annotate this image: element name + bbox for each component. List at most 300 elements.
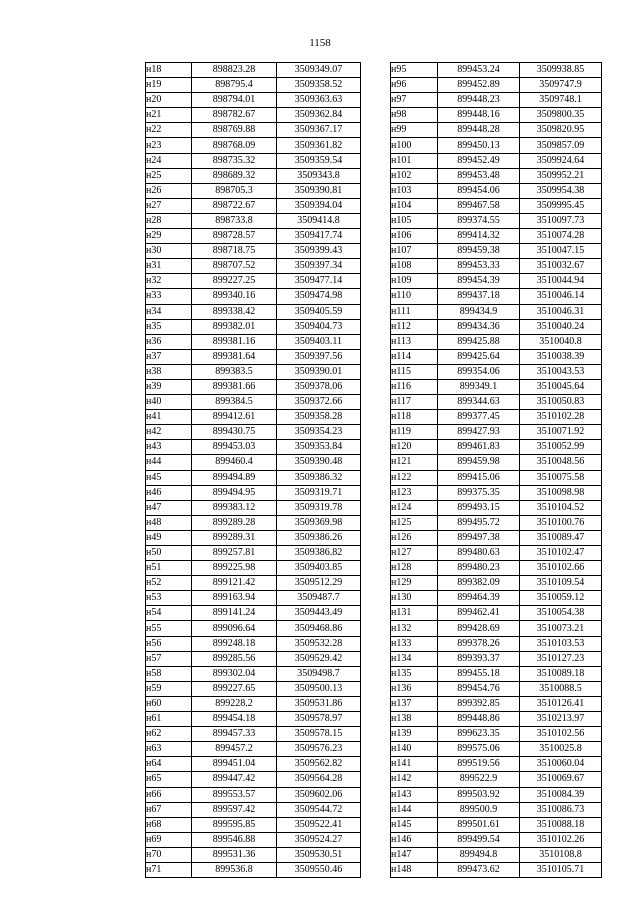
x-coordinate-cell: 899536.8 (192, 862, 277, 877)
table-row (146, 108, 361, 123)
table-row (391, 787, 602, 802)
table-row (391, 576, 602, 591)
table-row (146, 213, 361, 228)
y-coordinate-cell: 3510097.73 (520, 213, 602, 228)
coordinates-table-left (145, 62, 361, 878)
table-row (391, 455, 602, 470)
point-id-cell: н48 (146, 515, 192, 530)
point-id-cell: н101 (391, 153, 438, 168)
x-coordinate-cell: 899381.16 (192, 334, 277, 349)
table-row (146, 802, 361, 817)
table-row (146, 696, 361, 711)
x-coordinate-cell: 898794.01 (192, 93, 277, 108)
x-coordinate-cell: 899447.42 (192, 772, 277, 787)
point-id-cell: н25 (146, 168, 192, 183)
table-row (146, 425, 361, 440)
x-coordinate-cell: 899412.61 (192, 410, 277, 425)
table-row (391, 621, 602, 636)
x-coordinate-cell: 899437.18 (438, 289, 520, 304)
x-coordinate-cell: 898735.32 (192, 153, 277, 168)
x-coordinate-cell: 899096.64 (192, 621, 277, 636)
y-coordinate-cell: 3509477.14 (277, 274, 361, 289)
point-id-cell: н113 (391, 334, 438, 349)
table-row (146, 63, 361, 78)
x-coordinate-cell: 899393.37 (438, 651, 520, 666)
table-row (146, 93, 361, 108)
table-row (146, 847, 361, 862)
point-id-cell: н21 (146, 108, 192, 123)
y-coordinate-cell: 3509390.81 (277, 183, 361, 198)
y-coordinate-cell: 3510086.73 (520, 802, 602, 817)
y-coordinate-cell: 3510046.31 (520, 304, 602, 319)
point-id-cell: н105 (391, 213, 438, 228)
table-row (391, 63, 602, 78)
y-coordinate-cell: 3509532.28 (277, 636, 361, 651)
x-coordinate-cell: 899384.5 (192, 395, 277, 410)
y-coordinate-cell: 3509361.82 (277, 138, 361, 153)
table-row (146, 379, 361, 394)
point-id-cell: н124 (391, 500, 438, 515)
y-coordinate-cell: 3509386.82 (277, 546, 361, 561)
y-coordinate-cell: 3509359.54 (277, 153, 361, 168)
point-id-cell: н49 (146, 530, 192, 545)
x-coordinate-cell: 899338.42 (192, 304, 277, 319)
point-id-cell: н140 (391, 742, 438, 757)
y-coordinate-cell: 3509578.15 (277, 727, 361, 742)
table-row (391, 636, 602, 651)
y-coordinate-cell: 3510108.8 (520, 847, 602, 862)
table-row (391, 757, 602, 772)
table-row (146, 168, 361, 183)
point-id-cell: н43 (146, 440, 192, 455)
point-id-cell: н138 (391, 712, 438, 727)
y-coordinate-cell: 3510071.92 (520, 425, 602, 440)
x-coordinate-cell: 898768.09 (192, 138, 277, 153)
point-id-cell: н117 (391, 395, 438, 410)
y-coordinate-cell: 3510109.54 (520, 576, 602, 591)
y-coordinate-cell: 3509747.9 (520, 78, 602, 93)
point-id-cell: н63 (146, 742, 192, 757)
table-row (391, 530, 602, 545)
y-coordinate-cell: 3510089.47 (520, 530, 602, 545)
y-coordinate-cell: 3510032.67 (520, 259, 602, 274)
y-coordinate-cell: 3510102.26 (520, 832, 602, 847)
table-row (391, 470, 602, 485)
point-id-cell: н54 (146, 606, 192, 621)
point-id-cell: н107 (391, 244, 438, 259)
x-coordinate-cell: 899374.55 (438, 213, 520, 228)
y-coordinate-cell: 3510044.94 (520, 274, 602, 289)
y-coordinate-cell: 3509800.35 (520, 108, 602, 123)
y-coordinate-cell: 3509414.8 (277, 213, 361, 228)
table-row (391, 651, 602, 666)
point-id-cell: н36 (146, 334, 192, 349)
table-row (146, 862, 361, 877)
point-id-cell: н122 (391, 470, 438, 485)
y-coordinate-cell: 3509924.64 (520, 153, 602, 168)
y-coordinate-cell: 3509498.7 (277, 666, 361, 681)
table-row (391, 425, 602, 440)
table-row (391, 410, 602, 425)
x-coordinate-cell: 899494.8 (438, 847, 520, 862)
x-coordinate-cell: 898782.67 (192, 108, 277, 123)
y-coordinate-cell: 3509995.45 (520, 198, 602, 213)
table-row (391, 802, 602, 817)
table-row (146, 274, 361, 289)
point-id-cell: н20 (146, 93, 192, 108)
table-row (146, 304, 361, 319)
point-id-cell: н139 (391, 727, 438, 742)
x-coordinate-cell: 899597.42 (192, 802, 277, 817)
x-coordinate-cell: 899575.06 (438, 742, 520, 757)
y-coordinate-cell: 3509602.06 (277, 787, 361, 802)
y-coordinate-cell: 3509748.1 (520, 93, 602, 108)
point-id-cell: н19 (146, 78, 192, 93)
y-coordinate-cell: 3509468.86 (277, 621, 361, 636)
y-coordinate-cell: 3509367.17 (277, 123, 361, 138)
y-coordinate-cell: 3510069.67 (520, 772, 602, 787)
y-coordinate-cell: 3509550.46 (277, 862, 361, 877)
table-row (391, 500, 602, 515)
x-coordinate-cell: 898705.3 (192, 183, 277, 198)
point-id-cell: н142 (391, 772, 438, 787)
point-id-cell: н32 (146, 274, 192, 289)
y-coordinate-cell: 3510046.14 (520, 289, 602, 304)
point-id-cell: н133 (391, 636, 438, 651)
y-coordinate-cell: 3509343.8 (277, 168, 361, 183)
y-coordinate-cell: 3509403.85 (277, 561, 361, 576)
point-id-cell: н109 (391, 274, 438, 289)
table-row (391, 259, 602, 274)
x-coordinate-cell: 899623.35 (438, 727, 520, 742)
point-id-cell: н58 (146, 666, 192, 681)
table-row (146, 138, 361, 153)
x-coordinate-cell: 899378.26 (438, 636, 520, 651)
point-id-cell: н23 (146, 138, 192, 153)
table-row (391, 727, 602, 742)
y-coordinate-cell: 3510059.12 (520, 591, 602, 606)
y-coordinate-cell: 3510102.28 (520, 410, 602, 425)
y-coordinate-cell: 3510043.53 (520, 364, 602, 379)
page-number: 1158 (309, 37, 331, 49)
y-coordinate-cell: 3509578.97 (277, 712, 361, 727)
y-coordinate-cell: 3509404.73 (277, 319, 361, 334)
table-row (146, 727, 361, 742)
point-id-cell: н98 (391, 108, 438, 123)
table-row (391, 319, 602, 334)
x-coordinate-cell: 899434.9 (438, 304, 520, 319)
table-row (146, 78, 361, 93)
x-coordinate-cell: 899448.16 (438, 108, 520, 123)
table-row (146, 244, 361, 259)
x-coordinate-cell: 899344.63 (438, 395, 520, 410)
x-coordinate-cell: 899467.58 (438, 198, 520, 213)
y-coordinate-cell: 3509386.32 (277, 470, 361, 485)
table-row (146, 787, 361, 802)
point-id-cell: н115 (391, 364, 438, 379)
y-coordinate-cell: 3510040.8 (520, 334, 602, 349)
y-coordinate-cell: 3510088.5 (520, 681, 602, 696)
table-row (146, 349, 361, 364)
y-coordinate-cell: 3509358.28 (277, 410, 361, 425)
point-id-cell: н145 (391, 817, 438, 832)
x-coordinate-cell: 899595.85 (192, 817, 277, 832)
y-coordinate-cell: 3509512.29 (277, 576, 361, 591)
x-coordinate-cell: 899415.06 (438, 470, 520, 485)
y-coordinate-cell: 3509522.41 (277, 817, 361, 832)
point-id-cell: н33 (146, 289, 192, 304)
point-id-cell: н97 (391, 93, 438, 108)
point-id-cell: н47 (146, 500, 192, 515)
y-coordinate-cell: 3510213.97 (520, 712, 602, 727)
x-coordinate-cell: 899461.83 (438, 440, 520, 455)
x-coordinate-cell: 898795.4 (192, 78, 277, 93)
table-row (391, 862, 602, 877)
y-coordinate-cell: 3509397.34 (277, 259, 361, 274)
coordinates-table-left-body (146, 63, 361, 878)
y-coordinate-cell: 3509394.04 (277, 198, 361, 213)
table-row (391, 515, 602, 530)
point-id-cell: н42 (146, 425, 192, 440)
table-row (391, 742, 602, 757)
x-coordinate-cell: 898823.28 (192, 63, 277, 78)
x-coordinate-cell: 899425.88 (438, 334, 520, 349)
point-id-cell: н64 (146, 757, 192, 772)
table-row (391, 591, 602, 606)
y-coordinate-cell: 3509362.84 (277, 108, 361, 123)
table-row (146, 364, 361, 379)
x-coordinate-cell: 899383.5 (192, 364, 277, 379)
table-row (391, 244, 602, 259)
x-coordinate-cell: 899454.06 (438, 183, 520, 198)
x-coordinate-cell: 899462.41 (438, 606, 520, 621)
table-row (391, 334, 602, 349)
table-row (391, 379, 602, 394)
point-id-cell: н100 (391, 138, 438, 153)
y-coordinate-cell: 3510100.76 (520, 515, 602, 530)
point-id-cell: н61 (146, 712, 192, 727)
table-row (391, 696, 602, 711)
table-row (146, 681, 361, 696)
x-coordinate-cell: 899428.69 (438, 621, 520, 636)
table-row (391, 123, 602, 138)
table-row (146, 712, 361, 727)
x-coordinate-cell: 899454.18 (192, 712, 277, 727)
point-id-cell: н22 (146, 123, 192, 138)
table-row (146, 636, 361, 651)
y-coordinate-cell: 3510102.56 (520, 727, 602, 742)
point-id-cell: н148 (391, 862, 438, 877)
y-coordinate-cell: 3509372.66 (277, 395, 361, 410)
y-coordinate-cell: 3509349.07 (277, 63, 361, 78)
point-id-cell: н65 (146, 772, 192, 787)
x-coordinate-cell: 899459.98 (438, 455, 520, 470)
point-id-cell: н40 (146, 395, 192, 410)
y-coordinate-cell: 3510050.83 (520, 395, 602, 410)
table-row (146, 485, 361, 500)
y-coordinate-cell: 3509529.42 (277, 651, 361, 666)
y-coordinate-cell: 3509405.59 (277, 304, 361, 319)
y-coordinate-cell: 3510060.04 (520, 757, 602, 772)
table-row (146, 832, 361, 847)
table-row (146, 530, 361, 545)
x-coordinate-cell: 899493.15 (438, 500, 520, 515)
point-id-cell: н55 (146, 621, 192, 636)
point-id-cell: н38 (146, 364, 192, 379)
y-coordinate-cell: 3509358.52 (277, 78, 361, 93)
y-coordinate-cell: 3510126.41 (520, 696, 602, 711)
point-id-cell: н123 (391, 485, 438, 500)
table-row (391, 817, 602, 832)
x-coordinate-cell: 899448.23 (438, 93, 520, 108)
point-id-cell: н129 (391, 576, 438, 591)
y-coordinate-cell: 3509369.98 (277, 515, 361, 530)
y-coordinate-cell: 3509417.74 (277, 229, 361, 244)
x-coordinate-cell: 899499.54 (438, 832, 520, 847)
x-coordinate-cell: 899457.33 (192, 727, 277, 742)
x-coordinate-cell: 899448.28 (438, 123, 520, 138)
x-coordinate-cell: 899464.39 (438, 591, 520, 606)
x-coordinate-cell: 899349.1 (438, 379, 520, 394)
x-coordinate-cell: 899522.9 (438, 772, 520, 787)
x-coordinate-cell: 899381.66 (192, 379, 277, 394)
table-row (146, 772, 361, 787)
table-row (146, 757, 361, 772)
point-id-cell: н126 (391, 530, 438, 545)
x-coordinate-cell: 898722.67 (192, 198, 277, 213)
y-coordinate-cell: 3510052.99 (520, 440, 602, 455)
y-coordinate-cell: 3510047.15 (520, 244, 602, 259)
table-row (146, 153, 361, 168)
y-coordinate-cell: 3509500.13 (277, 681, 361, 696)
table-row (391, 349, 602, 364)
x-coordinate-cell: 899414.32 (438, 229, 520, 244)
point-id-cell: н131 (391, 606, 438, 621)
x-coordinate-cell: 899501.61 (438, 817, 520, 832)
y-coordinate-cell: 3510102.47 (520, 546, 602, 561)
y-coordinate-cell: 3509562.82 (277, 757, 361, 772)
table-row (391, 606, 602, 621)
y-coordinate-cell: 3509474.98 (277, 289, 361, 304)
table-row (391, 168, 602, 183)
point-id-cell: н141 (391, 757, 438, 772)
table-row (391, 847, 602, 862)
table-row (146, 591, 361, 606)
point-id-cell: н96 (391, 78, 438, 93)
point-id-cell: н50 (146, 546, 192, 561)
table-row (391, 832, 602, 847)
table-row (391, 561, 602, 576)
y-coordinate-cell: 3510038.39 (520, 349, 602, 364)
y-coordinate-cell: 3509353.84 (277, 440, 361, 455)
x-coordinate-cell: 899500.9 (438, 802, 520, 817)
y-coordinate-cell: 3509363.63 (277, 93, 361, 108)
point-id-cell: н135 (391, 666, 438, 681)
table-row (391, 395, 602, 410)
x-coordinate-cell: 899163.94 (192, 591, 277, 606)
x-coordinate-cell: 899227.65 (192, 681, 277, 696)
table-row (146, 651, 361, 666)
y-coordinate-cell: 3510103.53 (520, 636, 602, 651)
point-id-cell: н147 (391, 847, 438, 862)
x-coordinate-cell: 899228.2 (192, 696, 277, 711)
y-coordinate-cell: 3510089.18 (520, 666, 602, 681)
table-row (146, 183, 361, 198)
table-row (146, 817, 361, 832)
x-coordinate-cell: 899503.92 (438, 787, 520, 802)
y-coordinate-cell: 3509397.56 (277, 349, 361, 364)
x-coordinate-cell: 899450.13 (438, 138, 520, 153)
y-coordinate-cell: 3509576.23 (277, 742, 361, 757)
x-coordinate-cell: 898728.57 (192, 229, 277, 244)
y-coordinate-cell: 3510127.23 (520, 651, 602, 666)
point-id-cell: н103 (391, 183, 438, 198)
point-id-cell: н53 (146, 591, 192, 606)
point-id-cell: н57 (146, 651, 192, 666)
x-coordinate-cell: 899354.06 (438, 364, 520, 379)
table-row (391, 229, 602, 244)
x-coordinate-cell: 898733.8 (192, 213, 277, 228)
point-id-cell: н132 (391, 621, 438, 636)
y-coordinate-cell: 3509952.21 (520, 168, 602, 183)
x-coordinate-cell: 899457.2 (192, 742, 277, 757)
y-coordinate-cell: 3510102.66 (520, 561, 602, 576)
table-row (146, 455, 361, 470)
point-id-cell: н146 (391, 832, 438, 847)
x-coordinate-cell: 899546.88 (192, 832, 277, 847)
x-coordinate-cell: 899480.23 (438, 561, 520, 576)
x-coordinate-cell: 899494.95 (192, 485, 277, 500)
x-coordinate-cell: 899460.4 (192, 455, 277, 470)
x-coordinate-cell: 899382.09 (438, 576, 520, 591)
point-id-cell: н119 (391, 425, 438, 440)
y-coordinate-cell: 3509403.11 (277, 334, 361, 349)
x-coordinate-cell: 899285.56 (192, 651, 277, 666)
table-row (391, 153, 602, 168)
x-coordinate-cell: 899453.24 (438, 63, 520, 78)
table-row (146, 576, 361, 591)
y-coordinate-cell: 3509524.27 (277, 832, 361, 847)
x-coordinate-cell: 899480.63 (438, 546, 520, 561)
table-row (146, 334, 361, 349)
point-id-cell: н27 (146, 198, 192, 213)
x-coordinate-cell: 898718.75 (192, 244, 277, 259)
table-row (146, 470, 361, 485)
point-id-cell: н37 (146, 349, 192, 364)
point-id-cell: н121 (391, 455, 438, 470)
table-row (146, 666, 361, 681)
x-coordinate-cell: 899519.56 (438, 757, 520, 772)
x-coordinate-cell: 899497.38 (438, 530, 520, 545)
y-coordinate-cell: 3510045.64 (520, 379, 602, 394)
x-coordinate-cell: 899448.86 (438, 712, 520, 727)
table-row (391, 289, 602, 304)
x-coordinate-cell: 899377.45 (438, 410, 520, 425)
table-row (146, 621, 361, 636)
x-coordinate-cell: 899425.64 (438, 349, 520, 364)
point-id-cell: н111 (391, 304, 438, 319)
x-coordinate-cell: 899453.33 (438, 259, 520, 274)
y-coordinate-cell: 3509544.72 (277, 802, 361, 817)
table-row (146, 440, 361, 455)
point-id-cell: н67 (146, 802, 192, 817)
y-coordinate-cell: 3510054.38 (520, 606, 602, 621)
point-id-cell: н60 (146, 696, 192, 711)
x-coordinate-cell: 899455.18 (438, 666, 520, 681)
table-row (391, 93, 602, 108)
point-id-cell: н46 (146, 485, 192, 500)
x-coordinate-cell: 899430.75 (192, 425, 277, 440)
